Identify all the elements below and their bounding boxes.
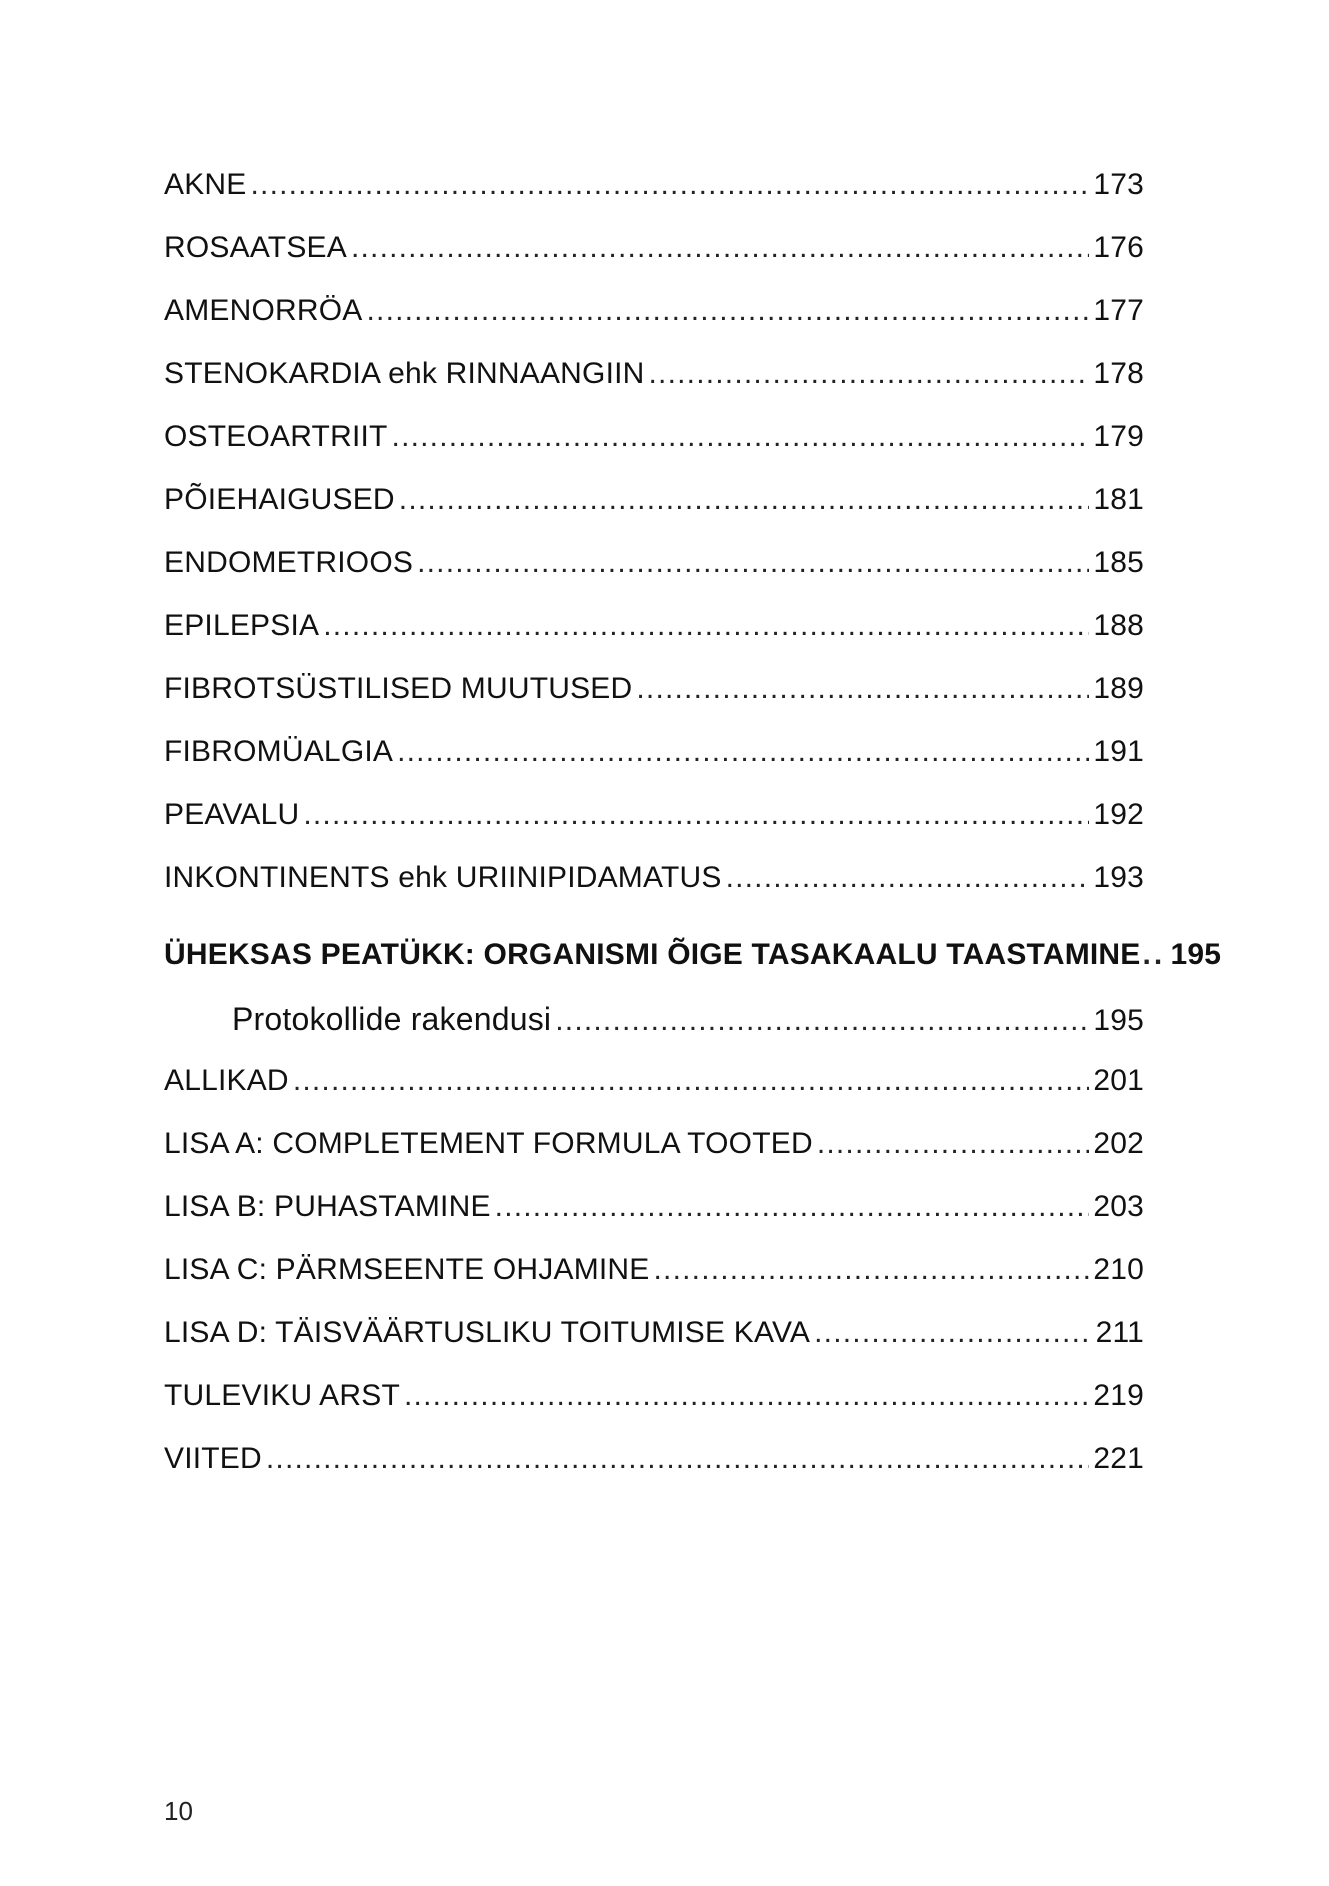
dot-leader bbox=[351, 231, 1089, 265]
toc-entry-poiehaigused[interactable] bbox=[164, 483, 1144, 546]
table-of-contents bbox=[164, 168, 1222, 1505]
toc-entry-tuleviku-arst[interactable] bbox=[164, 1379, 1144, 1442]
toc-entry-title: TULEVIKU ARST bbox=[164, 1379, 400, 1412]
toc-entry-endometrioos[interactable] bbox=[164, 546, 1144, 609]
dot-leader bbox=[367, 294, 1090, 328]
toc-entry-title: STENOKARDIA ehk RINNAANGIIN bbox=[164, 357, 645, 390]
toc-entry-amenorroa[interactable] bbox=[164, 294, 1144, 357]
toc-entry-title: ALLIKAD bbox=[164, 1064, 289, 1097]
dot-leader bbox=[495, 1190, 1090, 1224]
toc-entry-title: FIBROTSÜSTILISED MUUTUSED bbox=[164, 672, 633, 705]
dot-leader bbox=[555, 1004, 1089, 1038]
dot-leader bbox=[654, 1253, 1090, 1287]
toc-entry-protokollide-rakendusi[interactable] bbox=[164, 1001, 1144, 1064]
toc-entry-page: 210 bbox=[1093, 1253, 1144, 1286]
toc-entry-page: 181 bbox=[1093, 483, 1144, 516]
dot-leader bbox=[251, 168, 1090, 202]
toc-entry-lisa-b[interactable] bbox=[164, 1190, 1144, 1253]
toc-entry-page: 203 bbox=[1093, 1190, 1144, 1223]
dot-leader bbox=[392, 420, 1090, 454]
toc-entry-viited[interactable] bbox=[164, 1442, 1144, 1505]
toc-entry-rosaatsea[interactable] bbox=[164, 231, 1144, 294]
toc-entry-lisa-d[interactable] bbox=[164, 1316, 1144, 1379]
toc-entry-title: VIITED bbox=[164, 1442, 262, 1475]
toc-entry-page: 185 bbox=[1093, 546, 1144, 579]
toc-entry-fibromualgia[interactable] bbox=[164, 735, 1144, 798]
toc-entry-page: 193 bbox=[1093, 861, 1144, 894]
toc-entry-stenokardia[interactable] bbox=[164, 357, 1144, 420]
toc-entry-page: 179 bbox=[1093, 420, 1144, 453]
dot-leader bbox=[817, 1127, 1090, 1161]
toc-entry-title: LISA B: PUHASTAMINE bbox=[164, 1190, 491, 1223]
toc-entry-lisa-a[interactable] bbox=[164, 1127, 1144, 1190]
toc-entry-akne[interactable] bbox=[164, 168, 1144, 231]
toc-entry-page: 191 bbox=[1093, 735, 1144, 768]
toc-entry-title: EPILEPSIA bbox=[164, 609, 320, 642]
dot-leader bbox=[417, 546, 1089, 580]
toc-entry-title: INKONTINENTS ehk URIINIPIDAMATUS bbox=[164, 861, 722, 894]
toc-entry-title: ÜHEKSAS PEATÜKK: ORGANISMI ÕIGE TASAKAALU TAASTAMINE bbox=[164, 938, 1141, 971]
toc-entry-lisa-c[interactable] bbox=[164, 1253, 1144, 1316]
toc-entry-page: 202 bbox=[1093, 1127, 1144, 1160]
toc-entry-page: 195 bbox=[1093, 1004, 1144, 1037]
toc-entry-page: 211 bbox=[1095, 1316, 1144, 1349]
toc-entry-page: 177 bbox=[1093, 294, 1144, 327]
toc-entry-osteoartriit[interactable] bbox=[164, 420, 1144, 483]
toc-entry-page: 178 bbox=[1093, 357, 1144, 390]
toc-entry-page: 188 bbox=[1093, 609, 1144, 642]
dot-leader bbox=[323, 609, 1089, 643]
dot-leader bbox=[636, 672, 1089, 706]
toc-entry-title: ROSAATSEA bbox=[164, 231, 347, 264]
toc-entry-page: 221 bbox=[1093, 1442, 1144, 1475]
dot-leader bbox=[303, 798, 1089, 832]
dot-leader bbox=[293, 1064, 1090, 1098]
toc-entry-title: PEAVALU bbox=[164, 798, 300, 831]
toc-entry-title: LISA A: COMPLETEMENT FORMULA TOOTED bbox=[164, 1127, 813, 1160]
toc-entry-title: Protokollide rakendusi bbox=[232, 1001, 552, 1037]
dot-leader bbox=[404, 1379, 1089, 1413]
toc-entry-peavalu[interactable] bbox=[164, 798, 1144, 861]
dot-leader bbox=[399, 483, 1090, 517]
toc-entry-title: AMENORRÖA bbox=[164, 294, 363, 327]
dot-leader bbox=[726, 861, 1090, 895]
dot-leader bbox=[814, 1316, 1091, 1350]
toc-entry-page: 201 bbox=[1093, 1064, 1144, 1097]
toc-entry-page: 176 bbox=[1093, 231, 1144, 264]
toc-entry-title: ENDOMETRIOOS bbox=[164, 546, 414, 579]
toc-entry-page: 173 bbox=[1093, 168, 1144, 201]
toc-entry-inkontinents[interactable] bbox=[164, 861, 1144, 924]
dot-leader bbox=[1143, 938, 1165, 972]
toc-entry-title: OSTEOARTRIIT bbox=[164, 420, 388, 453]
dot-leader bbox=[397, 735, 1089, 769]
toc-entry-title: FIBROMÜALGIA bbox=[164, 735, 394, 768]
toc-entry-title: AKNE bbox=[164, 168, 247, 201]
dot-leader bbox=[649, 357, 1090, 391]
dot-leader bbox=[266, 1442, 1089, 1476]
toc-entry-page: 192 bbox=[1093, 798, 1144, 831]
toc-entry-page: 195 bbox=[1170, 938, 1222, 971]
toc-entry-allikad[interactable] bbox=[164, 1064, 1144, 1127]
toc-entry-fibrotsustilised[interactable] bbox=[164, 672, 1144, 735]
toc-entry-title: LISA D: TÄISVÄÄRTUSLIKU TOITUMISE KAVA bbox=[164, 1316, 811, 1349]
toc-entry-title: LISA C: PÄRMSEENTE OHJAMINE bbox=[164, 1253, 650, 1286]
toc-entry-epilepsia[interactable] bbox=[164, 609, 1144, 672]
page-number: 10 bbox=[164, 1796, 193, 1826]
toc-entry-page: 219 bbox=[1093, 1379, 1144, 1412]
toc-entry-page: 189 bbox=[1093, 672, 1144, 705]
toc-entry-title: PÕIEHAIGUSED bbox=[164, 483, 395, 516]
toc-entry-chapter-nine[interactable] bbox=[164, 938, 1222, 1001]
